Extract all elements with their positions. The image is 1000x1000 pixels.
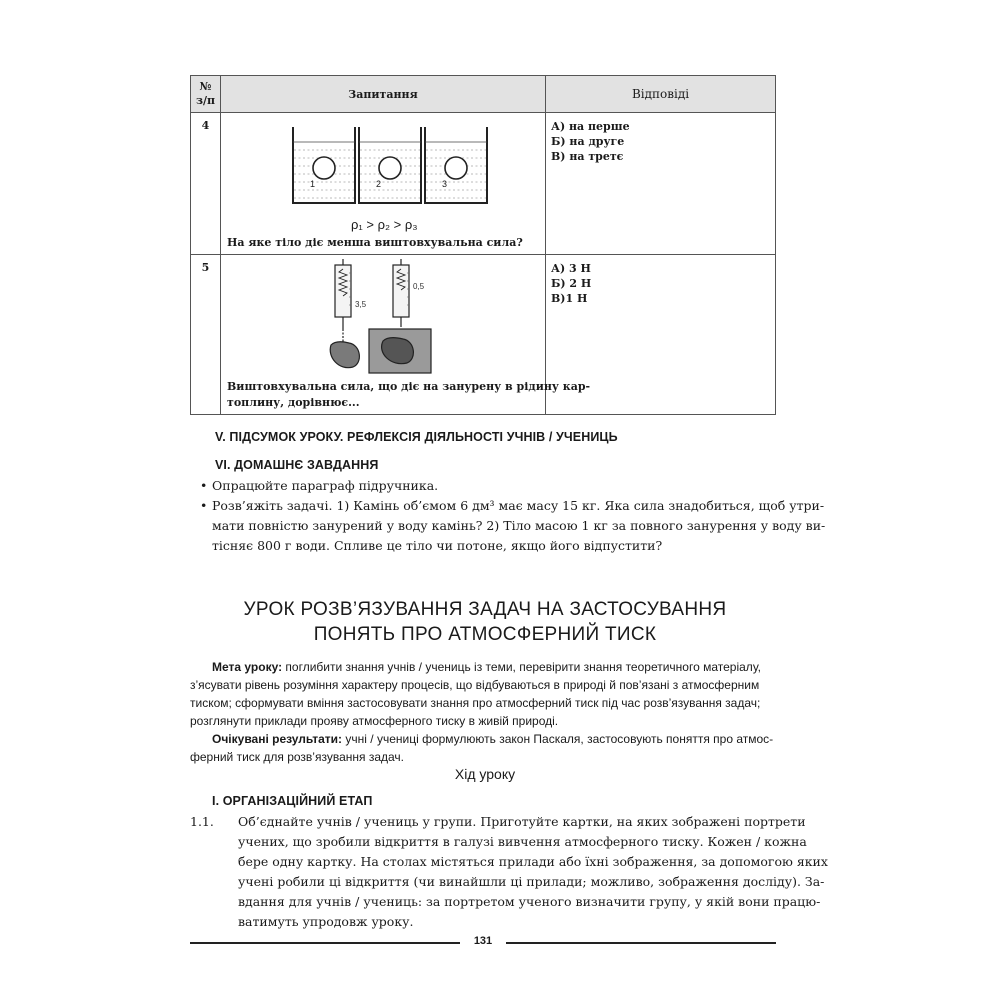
table-header-row xyxy=(191,76,776,113)
answer-option: Б) 2 Н xyxy=(551,277,592,290)
answer-option: В)1 Н xyxy=(551,292,588,305)
spring-scale-figure xyxy=(321,259,441,377)
lesson-goal: Мета уроку: поглибити знання учнів / учениць із теми, перевірити знання теоретичного матеріалу, з’ясувати рівень розуміння характеру процесів, що відбуваються в природі й пов’язані з атмосферним тиском; сформувати вміння застосовувати знання про атмосферний тиск під час розв’язування задач; розглянути приклади прояву атмосферного тиску в живій природі. Очікувані результати: учні / учениці формулюють закон Паскаля, застосовують поняття про атмос- ферний тиск для розв’язування задач. xyxy=(190,660,774,764)
answer-option: А) на перше xyxy=(551,120,630,133)
question-cell xyxy=(221,113,546,255)
page-number: 131 xyxy=(473,935,493,947)
row-number: 5 xyxy=(191,255,221,415)
question-line: топлину, дорівнює... xyxy=(227,396,360,409)
list-item: • Розв’яжіть задачі. 1) Камінь об’ємом 6 дм³ має масу 15 кг. Яка сила знадобиться, щоб утри- мати повністю занурений у воду камінь? 2) Тіло масою 1 кг за повного занурення у воду ви- тісняє 800 г води. Спливе це тіло чи потоне, якщо його відпустити? xyxy=(200,498,826,553)
header-answers: Відповіді xyxy=(546,76,776,113)
course-heading: Хід уроку xyxy=(454,766,516,782)
row-number: 4 xyxy=(191,113,221,255)
answer-option: А) 3 Н xyxy=(551,262,591,275)
vessel-label-3: 3 xyxy=(442,179,448,189)
reading-left: 3,5 xyxy=(355,300,367,309)
section-6-heading: VI. ДОМАШНЄ ЗАВДАННЯ xyxy=(215,458,379,472)
answer-option: Б) на друге xyxy=(551,135,625,148)
header-question: Запитання xyxy=(221,76,546,113)
homework-list xyxy=(200,476,826,556)
results-label: Очікувані результати: xyxy=(212,732,343,746)
questions-table xyxy=(190,75,776,415)
item-number: 1.1. xyxy=(190,814,214,829)
question-line: Виштовхувальна сила, що діє на занурену в рідину кар- xyxy=(227,380,591,393)
vessel-label-1: 1 xyxy=(310,179,316,189)
answers-cell xyxy=(546,113,776,255)
answer-option: В) на третє xyxy=(551,150,624,163)
question-text: На яке тіло діє менша виштовхувальна сила? xyxy=(227,236,523,249)
lesson-title: УРОК РОЗВ’ЯЗУВАННЯ ЗАДАЧ НА ЗАСТОСУВАННЯ ПОНЯТЬ ПРО АТМОСФЕРНИЙ ТИСК xyxy=(243,599,727,645)
footer-rule-left xyxy=(190,942,460,944)
density-formula: ρ₁ > ρ₂ > ρ₃ xyxy=(351,217,418,232)
three-vessels-figure xyxy=(291,125,491,220)
table-row xyxy=(191,255,776,415)
question-text xyxy=(221,379,596,411)
table-row xyxy=(191,113,776,255)
reading-right: 0,5 xyxy=(413,282,425,291)
list-item: • Опрацюйте параграф підручника. xyxy=(200,478,439,493)
vessel-label-2: 2 xyxy=(376,179,382,189)
stage-1-heading: I. ОРГАНІЗАЦІЙНИЙ ЕТАП xyxy=(212,794,373,808)
header-number: № з/п xyxy=(191,76,221,113)
section-5-heading: V. ПІДСУМОК УРОКУ. РЕФЛЕКСІЯ ДІЯЛЬНОСТІ УЧНІВ / УЧЕНИЦЬ xyxy=(215,430,618,444)
goal-label: Мета уроку: xyxy=(212,660,283,674)
stage-1-item: 1.1. Об’єднайте учнів / учениць у групи. Приготуйте картки, на яких зображені портрети учених, що зробили відкриття в галузі вивчення атмосферного тиску. Кожен / кожна бере одну картку. На столах містяться прилади або їхні зображення, за допомогою яких учені робили ці відкриття (чи винайшли ці прилади; можливо, зображення досліду). За- вдання для учнів / учениць: за портретом ученого визначити групу, у якій вони працю- ватимуть упродовж уроку. xyxy=(190,814,828,929)
footer-rule-right xyxy=(506,942,776,944)
